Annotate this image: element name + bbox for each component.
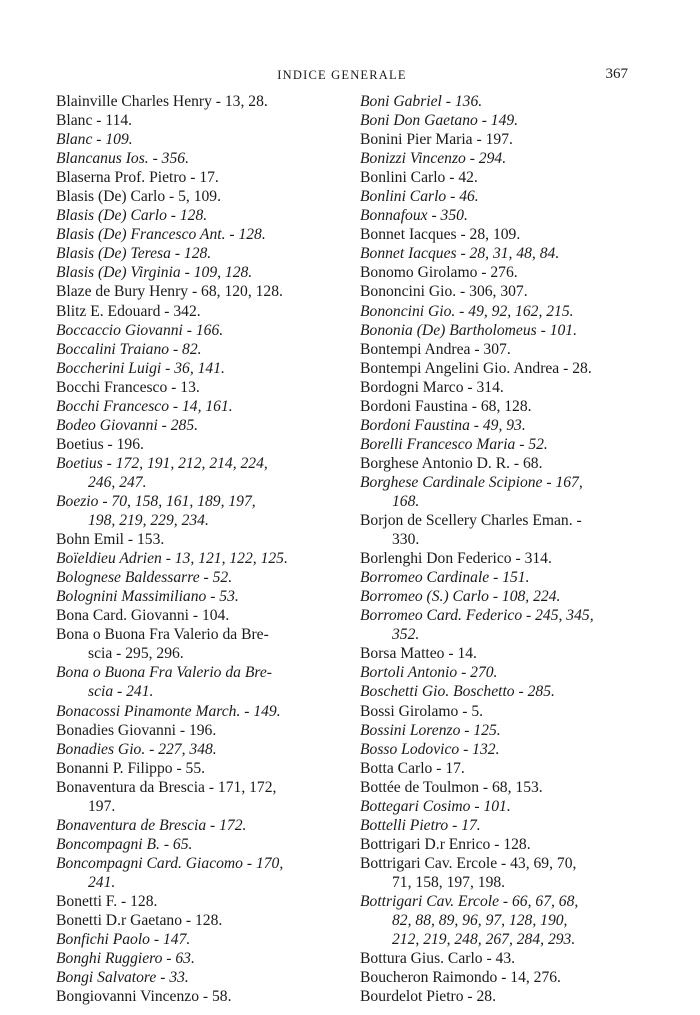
index-entry-text: Blaze de Bury Henry - 68, 120, 128. — [56, 283, 283, 301]
index-entry — [360, 568, 630, 587]
index-entry — [56, 454, 328, 492]
index-entry — [56, 111, 328, 130]
index-entry-text: Bottura Gius. Carlo - 43. — [360, 950, 516, 968]
index-entry — [56, 130, 328, 149]
index-entry — [56, 549, 328, 568]
index-entry — [360, 892, 630, 949]
index-entry — [360, 263, 630, 282]
index-column-left — [56, 92, 328, 1006]
index-entry — [360, 682, 630, 701]
index-entry — [360, 168, 630, 187]
index-entry — [56, 606, 328, 625]
index-column-right — [360, 92, 630, 1006]
index-entry-continuation: 71, 158, 197, 198. — [392, 873, 506, 891]
index-entry — [360, 302, 630, 321]
index-entry — [56, 206, 328, 225]
index-entry-text: Boschetti Gio. Boschetto - 285. — [360, 683, 555, 701]
index-entry — [56, 892, 328, 911]
index-entry — [56, 702, 328, 721]
index-entry-text: Bonetti D.r Gaetano - 128. — [56, 912, 223, 930]
index-entry — [360, 606, 630, 644]
index-entry — [360, 92, 630, 111]
index-entry-text: Bottrigari Cav. Ercole - 66, 67, 68, — [360, 892, 579, 910]
index-entry — [56, 225, 328, 244]
index-entry — [360, 130, 630, 149]
index-entry — [360, 968, 630, 987]
index-entry-text: Bonetti F. - 128. — [56, 892, 158, 910]
index-entry-text: Bordogni Marco - 314. — [360, 378, 504, 396]
index-entry — [360, 740, 630, 759]
index-entry-text: Bonlini Carlo - 42. — [360, 169, 478, 187]
index-entry-text: Bononcini Gio. - 306, 307. — [360, 283, 528, 301]
index-entry-text: Bonizzi Vincenzo - 294. — [360, 150, 507, 168]
index-entry-continuation: scia - 241. — [88, 683, 154, 701]
index-entry — [360, 987, 630, 1006]
index-entry-text: Bottrigari Cav. Ercole - 43, 69, 70, — [360, 854, 577, 872]
index-entry — [360, 549, 630, 568]
index-entry — [360, 797, 630, 816]
running-header — [56, 68, 628, 88]
index-entry-text: Bongiovanni Vincenzo - 58. — [56, 988, 232, 1006]
index-entry-text: Bontempi Angelini Gio. Andrea - 28. — [360, 359, 592, 377]
index-entry-text: Botta Carlo - 17. — [360, 759, 465, 777]
index-entry — [56, 92, 328, 111]
index-entry — [360, 416, 630, 435]
index-entry-text: Bottegari Cosimo - 101. — [360, 797, 511, 815]
index-entry-text: Boccherini Luigi - 36, 141. — [56, 359, 225, 377]
index-entry — [360, 587, 630, 606]
index-entry — [360, 187, 630, 206]
index-entry — [56, 778, 328, 816]
index-entry-continuation: scia - 295, 296. — [88, 645, 184, 663]
index-entry — [360, 111, 630, 130]
index-entry-text: Blainville Charles Henry - 13, 28. — [56, 93, 268, 110]
index-entry-continuation: 212, 219, 248, 267, 284, 293. — [392, 931, 576, 949]
index-entry-text: Blasis (De) Teresa - 128. — [56, 245, 212, 263]
index-entry-text: Bononia (De) Bartholomeus - 101. — [360, 321, 577, 339]
index-entry — [56, 854, 328, 892]
index-entry-text: Bonfichi Paolo - 147. — [56, 931, 191, 949]
index-entry-text: Bonanni P. Filippo - 55. — [56, 759, 206, 777]
index-entry — [360, 435, 630, 454]
index-entry — [360, 816, 630, 835]
index-entry — [56, 835, 328, 854]
index-entry — [56, 359, 328, 378]
index-entry — [360, 149, 630, 168]
index-entry — [360, 663, 630, 682]
index-entry — [360, 949, 630, 968]
index-entry — [360, 702, 630, 721]
index-entry-text: Blanc - 114. — [56, 112, 133, 130]
index-entry — [360, 854, 630, 892]
index-entry-text: Bottée de Toulmon - 68, 153. — [360, 778, 543, 796]
index-entry — [56, 244, 328, 263]
index-entry-text: Bottelli Pietro - 17. — [360, 816, 481, 834]
index-entry-text: Bolognese Baldessarre - 52. — [56, 569, 233, 587]
index-entry — [56, 149, 328, 168]
index-entry-continuation: 241. — [88, 873, 116, 891]
index-entry — [360, 778, 630, 797]
index-entry — [56, 759, 328, 778]
index-entry-text: Bourdelot Pietro - 28. — [360, 988, 496, 1006]
index-entry — [360, 397, 630, 416]
index-entry-text: Bodeo Giovanni - 285. — [56, 416, 199, 434]
index-entry — [360, 206, 630, 225]
index-entry — [360, 244, 630, 263]
index-entry-text: Borromeo Cardinale - 151. — [360, 569, 530, 587]
index-entry-text: Boni Don Gaetano - 149. — [360, 112, 519, 130]
index-entry — [56, 911, 328, 930]
index-entry — [56, 378, 328, 397]
index-entry-text: Borghese Cardinale Scipione - 167, — [360, 473, 583, 491]
index-entry — [56, 187, 328, 206]
index-entry-text: Boncompagni Card. Giacomo - 170, — [56, 854, 284, 872]
index-entry-continuation: 197. — [88, 797, 116, 815]
index-entry — [360, 378, 630, 397]
index-entry-text: Bossi Girolamo - 5. — [360, 702, 484, 720]
index-entry-text: Bontempi Andrea - 307. — [360, 340, 511, 358]
index-entry-text: Borjon de Scellery Charles Eman. - — [360, 512, 582, 530]
index-entry-text: Borlenghi Don Federico - 314. — [360, 550, 552, 568]
index-entry-text: Blasis (De) Carlo - 128. — [56, 207, 208, 225]
index-entry — [56, 968, 328, 987]
index-entry — [360, 359, 630, 378]
index-entry-text: Bolognini Massimiliano - 53. — [56, 588, 239, 606]
index-entry — [56, 625, 328, 663]
index-entry — [56, 530, 328, 549]
index-entry — [360, 759, 630, 778]
page-title: INDICE GENERALE — [277, 68, 407, 82]
index-entry — [360, 454, 630, 473]
index-entry-continuation: 198, 219, 229, 234. — [88, 512, 209, 530]
index-entry-text: Blancanus Ios. - 356. — [56, 150, 189, 168]
index-entry-text: Boni Gabriel - 136. — [360, 93, 483, 110]
index-entry-text: Bottrigari D.r Enrico - 128. — [360, 835, 531, 853]
index-entry-text: Bordoni Faustina - 68, 128. — [360, 397, 532, 415]
index-entry-text: Blanc - 109. — [56, 131, 133, 149]
index-entry — [56, 168, 328, 187]
index-entry-text: Bonomo Girolamo - 276. — [360, 264, 518, 282]
index-entry-text: Blitz E. Edouard - 342. — [56, 302, 201, 320]
index-entry-text: Borelli Francesco Maria - 52. — [360, 435, 548, 453]
index-entry-text: Bonnafoux - 350. — [360, 207, 468, 225]
index-entry — [360, 511, 630, 549]
page-number: 367 — [605, 66, 628, 82]
index-entry-text: Boïeldieu Adrien - 13, 121, 122, 125. — [56, 550, 288, 568]
index-entry — [56, 587, 328, 606]
index-entry-text: Bonaventura da Brescia - 171, 172, — [56, 778, 277, 796]
index-entry-text: Boccaccio Giovanni - 166. — [56, 321, 224, 339]
index-entry-text: Bortoli Antonio - 270. — [360, 664, 498, 682]
index-entry-text: Borghese Antonio D. R. - 68. — [360, 454, 543, 472]
index-entry — [360, 225, 630, 244]
index-entry-text: Boetius - 172, 191, 212, 214, 224, — [56, 454, 268, 472]
index-entry-continuation: 168. — [392, 492, 420, 510]
index-entry — [56, 282, 328, 301]
index-entry — [56, 949, 328, 968]
index-entry-text: Blasis (De) Carlo - 5, 109. — [56, 188, 222, 206]
index-entry-continuation: 246, 247. — [88, 473, 147, 491]
index-entry-text: Bonadies Gio. - 227, 348. — [56, 740, 217, 758]
index-entry-text: Bonnet Iacques - 28, 31, 48, 84. — [360, 245, 560, 263]
index-entry — [360, 282, 630, 301]
index-entry-text: Bossini Lorenzo - 125. — [360, 721, 501, 739]
index-entry — [360, 340, 630, 359]
index-entry — [56, 397, 328, 416]
index-entry — [56, 302, 328, 321]
index-entry-text: Bohn Emil - 153. — [56, 531, 165, 549]
index-entry — [56, 340, 328, 359]
index-entry-text: Bonghi Ruggiero - 63. — [56, 950, 195, 968]
index-entry-text: Borsa Matteo - 14. — [360, 645, 477, 663]
index-entry — [56, 930, 328, 949]
index-entry-text: Borromeo (S.) Carlo - 108, 224. — [360, 588, 561, 606]
index-entry — [56, 263, 328, 282]
index-entry — [360, 473, 630, 511]
index-entry-text: Blasis (De) Virginia - 109, 128. — [56, 264, 253, 282]
index-entry-text: Bonaventura de Brescia - 172. — [56, 816, 247, 834]
index-entry — [56, 568, 328, 587]
index-entry-text: Boucheron Raimondo - 14, 276. — [360, 969, 561, 987]
index-entry — [56, 492, 328, 530]
index-entry — [56, 435, 328, 454]
index-entry-continuation: 352. — [392, 626, 420, 644]
index-entry-text: Boncompagni B. - 65. — [56, 835, 193, 853]
index-entry-text: Boetius - 196. — [56, 435, 144, 453]
index-entry-continuation: 82, 88, 89, 96, 97, 128, 190, — [392, 912, 568, 930]
index-entry-text: Bongi Salvatore - 33. — [56, 969, 189, 987]
index-entry — [56, 663, 328, 701]
index-entry-text: Borromeo Card. Federico - 245, 345, — [360, 607, 594, 625]
index-entry-text: Bonadies Giovanni - 196. — [56, 721, 217, 739]
index-entry — [360, 321, 630, 340]
index-entry — [56, 987, 328, 1006]
index-entry — [360, 721, 630, 740]
index-entry-text: Bordoni Faustina - 49, 93. — [360, 416, 526, 434]
index-entry-text: Bonnet Iacques - 28, 109. — [360, 226, 521, 244]
index-entry-text: Bona o Buona Fra Valerio da Bre- — [56, 664, 272, 682]
index-entry — [360, 644, 630, 663]
index-entry — [56, 416, 328, 435]
index-entry — [56, 721, 328, 740]
index-entry-text: Bonini Pier Maria - 197. — [360, 131, 513, 149]
index-entry-text: Bosso Lodovico - 132. — [360, 740, 500, 758]
index-entry-text: Bonacossi Pinamonte March. - 149. — [56, 702, 281, 720]
index-entry-text: Bonlini Carlo - 46. — [360, 188, 479, 206]
index-entry-text: Bononcini Gio. - 49, 92, 162, 215. — [360, 302, 574, 320]
index-entry-text: Boezio - 70, 158, 161, 189, 197, — [56, 492, 256, 510]
index-entry-text: Bona Card. Giovanni - 104. — [56, 607, 230, 625]
index-entry-text: Bocchi Francesco - 13. — [56, 378, 200, 396]
index-entry — [56, 740, 328, 759]
index-entry — [360, 835, 630, 854]
index-entry-text: Bocchi Francesco - 14, 161. — [56, 397, 233, 415]
index-entry-text: Blaserna Prof. Pietro - 17. — [56, 169, 219, 187]
index-entry-text: Blasis (De) Francesco Ant. - 128. — [56, 226, 266, 244]
index-entry-text: Bona o Buona Fra Valerio da Bre- — [56, 626, 269, 644]
index-entry-continuation: 330. — [392, 531, 420, 549]
index-entry — [56, 321, 328, 340]
index-entry — [56, 816, 328, 835]
index-entry-text: Boccalini Traiano - 82. — [56, 340, 202, 358]
